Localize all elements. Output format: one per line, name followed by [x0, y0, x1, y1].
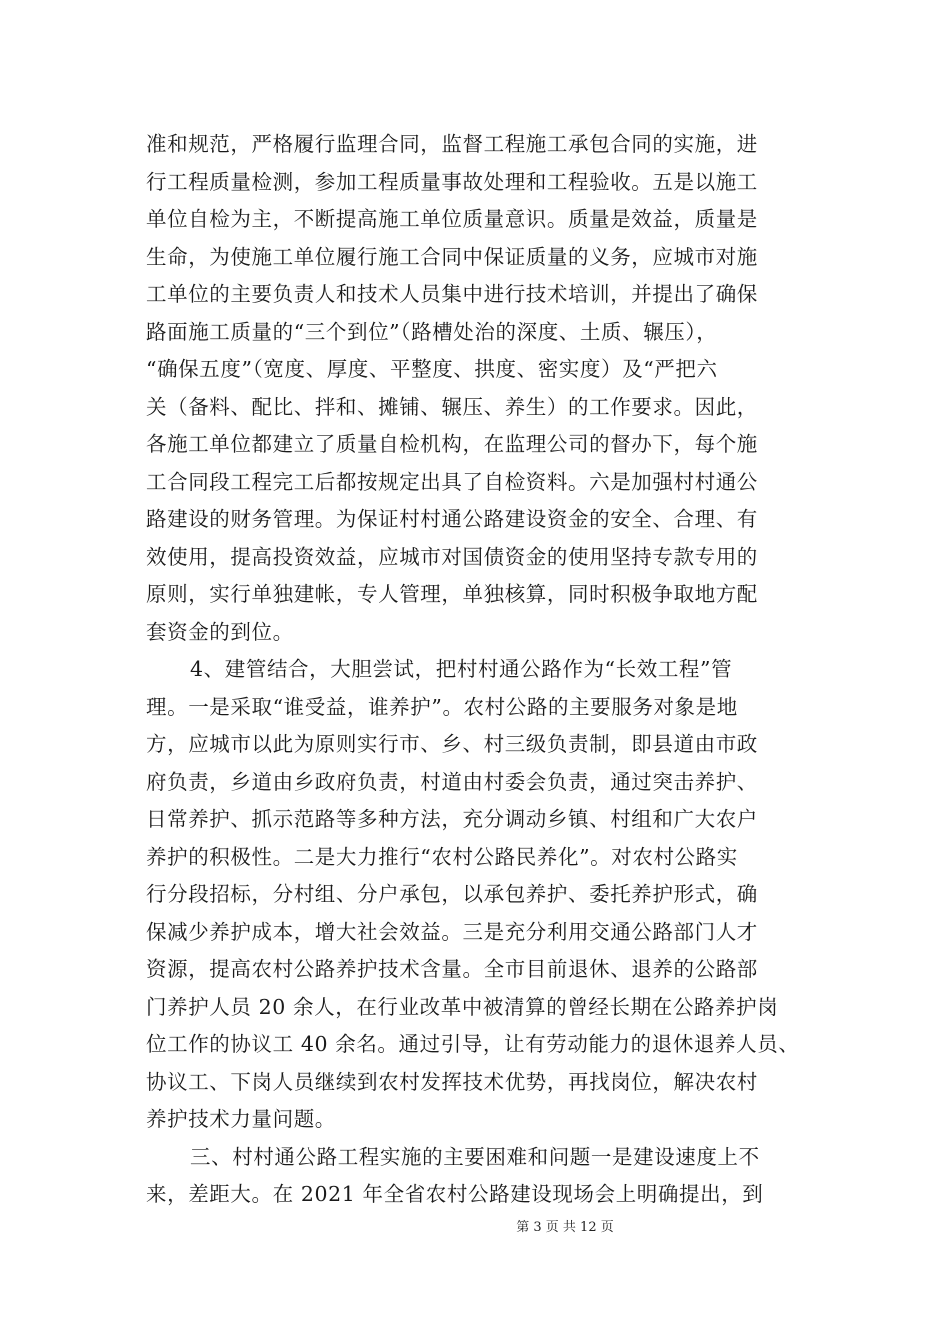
page-footer: 第 3 页 共 12 页: [516, 1220, 614, 1235]
text-line: 各施工单位都建立了质量自检机构，在监理公司的督办下，每个施: [146, 432, 758, 456]
text-line: 三、村村通公路工程实施的主要困难和问题一是建设速度上不: [190, 1144, 760, 1169]
text-line: 关（备料、配比、拌和、摊铺、辗压、养生）的工作要求。因此，: [146, 394, 758, 419]
text-line: 路建设的财务管理。为保证村村通公路建设资金的安全、合理、有: [146, 507, 758, 531]
text-line: 路面施工质量的“三个到位”（路槽处治的深度、土质、辗压），: [146, 319, 718, 344]
text-line: 日常养护、抓示范路等多种方法，充分调动乡镇、村组和广大农户: [146, 807, 758, 831]
text-line: 府负责，乡道由乡政府负责，村道由村委会负责，通过突击养护、: [146, 769, 758, 794]
text-line: 养护的积极性。二是大力推行“农村公路民养化”。对农村公路实: [146, 844, 738, 869]
text-line: 工单位的主要负责人和技术人员集中进行技术培训，并提出了确保: [146, 282, 758, 306]
text-line: 理。一是采取“谁受益，谁养护”。农村公路的主要服务对象是地: [146, 694, 738, 719]
text-line: 行工程质量检测，参加工程质量事故处理和工程验收。五是以施工: [146, 169, 758, 194]
text-line: 生命，为使施工单位履行施工合同中保证质量的义务，应城市对施: [146, 244, 758, 269]
text-line: 工合同段工程完工后都按规定出具了自检资料。六是加强村村通公: [146, 469, 758, 494]
text-line: 单位自检为主，不断提高施工单位质量意识。质量是效益，质量是: [146, 207, 758, 231]
text-line: “确保五度”（宽度、厚度、平整度、拱度、密实度）及“严把六: [146, 357, 718, 381]
text-line: 行分段招标，分村组、分户承包，以承包养护、委托养护形式，确: [146, 882, 758, 906]
text-line: 保减少养护成本，增大社会效益。三是充分利用交通公路部门人才: [146, 919, 758, 944]
text-line: 原则，实行单独建帐，专人管理，单独核算，同时积极争取地方配: [146, 582, 758, 606]
text-line: 4、建管结合，大胆尝试，把村村通公路作为“长效工程”管: [190, 657, 733, 681]
text-line: 套资金的到位。: [146, 619, 294, 644]
text-line: 来，差距大。在 2021 年全省农村公路建设现场会上明确提出，到: [146, 1182, 764, 1206]
text-line: 门养护人员 20 余人，在行业改革中被清算的曾经长期在公路养护岗: [146, 994, 779, 1019]
body-text: [146, 126, 806, 1214]
text-line: 资源，提高农村公路养护技术含量。全市目前退休、退养的公路部: [146, 957, 758, 981]
text-line: 位工作的协议工 40 余名。通过引导，让有劳动能力的退休退养人员、: [146, 1032, 800, 1056]
text-line: 效使用，提高投资效益，应城市对国债资金的使用坚持专款专用的: [146, 544, 758, 569]
text-line: 准和规范，严格履行监理合同，监督工程施工承包合同的实施，进: [146, 132, 758, 156]
text-line: 养护技术力量问题。: [146, 1107, 336, 1131]
text-line: 协议工、下岗人员继续到农村发挥技术优势，再找岗位，解决农村: [146, 1069, 758, 1094]
text-line: 方，应城市以此为原则实行市、乡、村三级负责制，即县道由市政: [146, 732, 758, 756]
